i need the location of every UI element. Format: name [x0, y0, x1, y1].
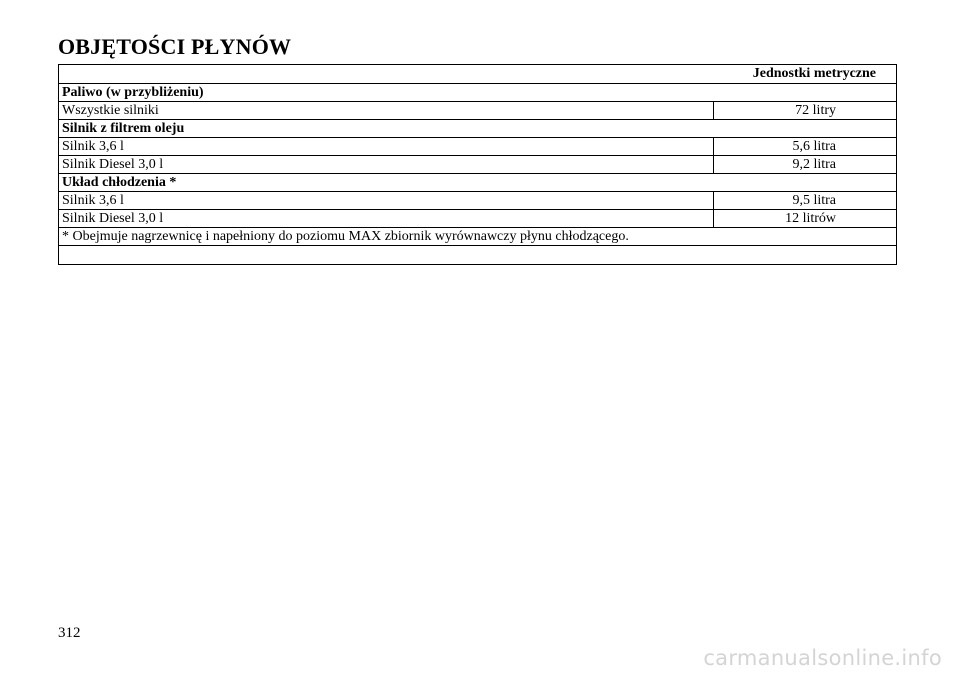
section-heading-row	[59, 120, 897, 138]
row-label: Silnik 3,6 l	[59, 138, 714, 156]
row-label: Silnik Diesel 3,0 l	[59, 210, 714, 228]
section-heading-coolant: Układ chłodzenia *	[59, 174, 897, 192]
page-title: OBJĘTOŚCI PŁYNÓW	[58, 34, 292, 59]
watermark: carmanualsonline.info	[703, 646, 942, 670]
row-label: Silnik Diesel 3,0 l	[59, 156, 714, 174]
fluid-capacities-table-container	[58, 64, 896, 265]
table-row	[59, 138, 897, 156]
row-value: 12 litrów	[714, 210, 897, 228]
empty-row	[59, 246, 897, 265]
section-heading-row	[59, 174, 897, 192]
fluid-capacities-table	[58, 64, 897, 265]
table-row	[59, 156, 897, 174]
section-heading-row	[59, 84, 897, 102]
footnote: * Obejmuje nagrzewnicę i napełniony do poziomu MAX zbiornik wyrównawczy płynu chłodzącego.	[59, 228, 897, 246]
table-row	[59, 192, 897, 210]
row-label: Wszystkie silniki	[59, 102, 714, 120]
table-row	[59, 102, 897, 120]
unit-header-row	[59, 65, 897, 84]
row-value: 9,2 litra	[714, 156, 897, 174]
empty-cell	[59, 246, 897, 265]
row-value: 72 litry	[714, 102, 897, 120]
footnote-row	[59, 228, 897, 246]
section-heading-oil: Silnik z filtrem oleju	[59, 120, 897, 138]
row-value: 5,6 litra	[714, 138, 897, 156]
row-label: Silnik 3,6 l	[59, 192, 714, 210]
row-value: 9,5 litra	[714, 192, 897, 210]
table-row	[59, 210, 897, 228]
page-number: 312	[58, 625, 81, 641]
unit-header: Jednostki metryczne	[59, 65, 897, 84]
section-heading-fuel: Paliwo (w przybliżeniu)	[59, 84, 897, 102]
